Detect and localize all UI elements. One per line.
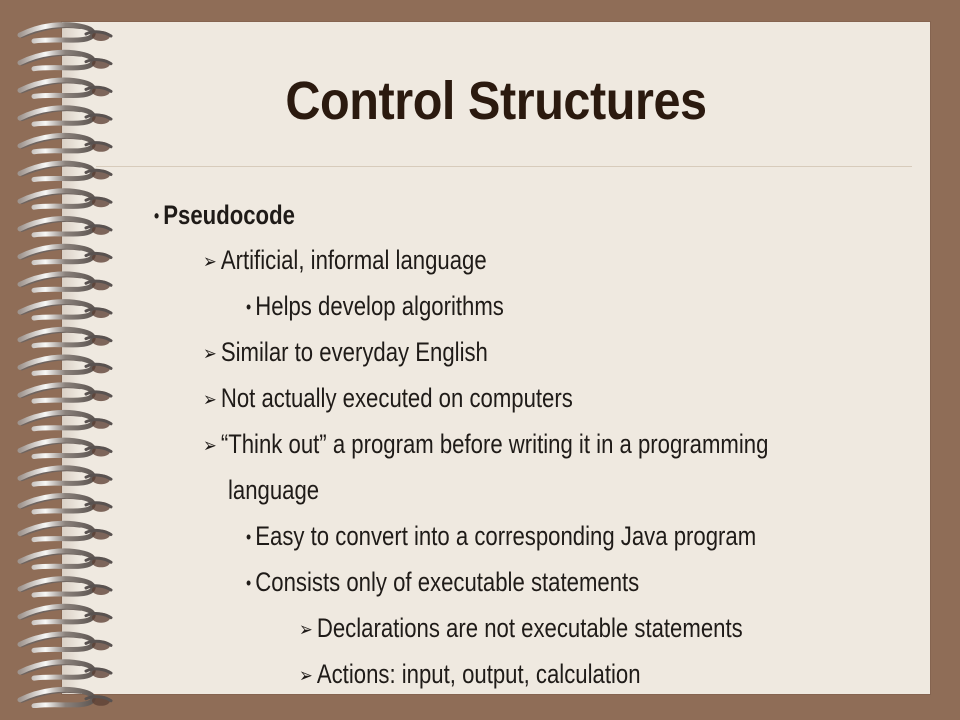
arrow-item-declarations: [299, 606, 743, 650]
arrow-text: Actions: input, output, calculation: [316, 659, 641, 689]
arrow-item-artificial-language: [203, 238, 487, 282]
continuation-item-language: [228, 468, 319, 512]
bullet-text: Easy to convert into a corresponding Java program: [255, 521, 757, 551]
arrow-item-actions: [299, 652, 641, 696]
arrowhead-bullet-icon: ➢: [203, 435, 217, 457]
bullet-item-executable-statements: [246, 560, 639, 604]
arrow-text: Artificial, informal language: [220, 245, 487, 275]
arrow-item-think-out: [203, 422, 768, 466]
bullet-dot-icon: •: [246, 573, 252, 593]
bullet-item-pseudocode: [154, 193, 295, 237]
arrowhead-bullet-icon: ➢: [203, 251, 217, 273]
arrow-item-not-executed: [203, 376, 573, 420]
bullet-text: Helps develop algorithms: [255, 291, 504, 321]
arrow-text: “Think out” a program before writing it in a programming: [220, 429, 769, 459]
arrow-item-similar-english: [203, 330, 488, 374]
arrowhead-bullet-icon: ➢: [203, 343, 217, 365]
arrow-text: Similar to everyday English: [220, 337, 488, 367]
bullet-item-easy-convert: [246, 514, 756, 558]
slide-title: Control Structures: [285, 71, 707, 131]
arrowhead-bullet-icon: ➢: [299, 665, 313, 687]
arrowhead-bullet-icon: ➢: [299, 619, 313, 641]
arrowhead-bullet-icon: ➢: [203, 389, 217, 411]
bullet-text: Pseudocode: [163, 200, 295, 230]
bullet-text: Consists only of executable statements: [255, 567, 640, 597]
arrow-text: Declarations are not executable statements: [316, 613, 743, 643]
continuation-text: language: [228, 475, 320, 505]
bullet-dot-icon: •: [154, 206, 160, 226]
arrow-text: Not actually executed on computers: [220, 383, 573, 413]
bullet-dot-icon: •: [246, 527, 252, 547]
bullet-dot-icon: •: [246, 297, 252, 317]
bullet-item-helps-algorithms: [246, 284, 504, 328]
